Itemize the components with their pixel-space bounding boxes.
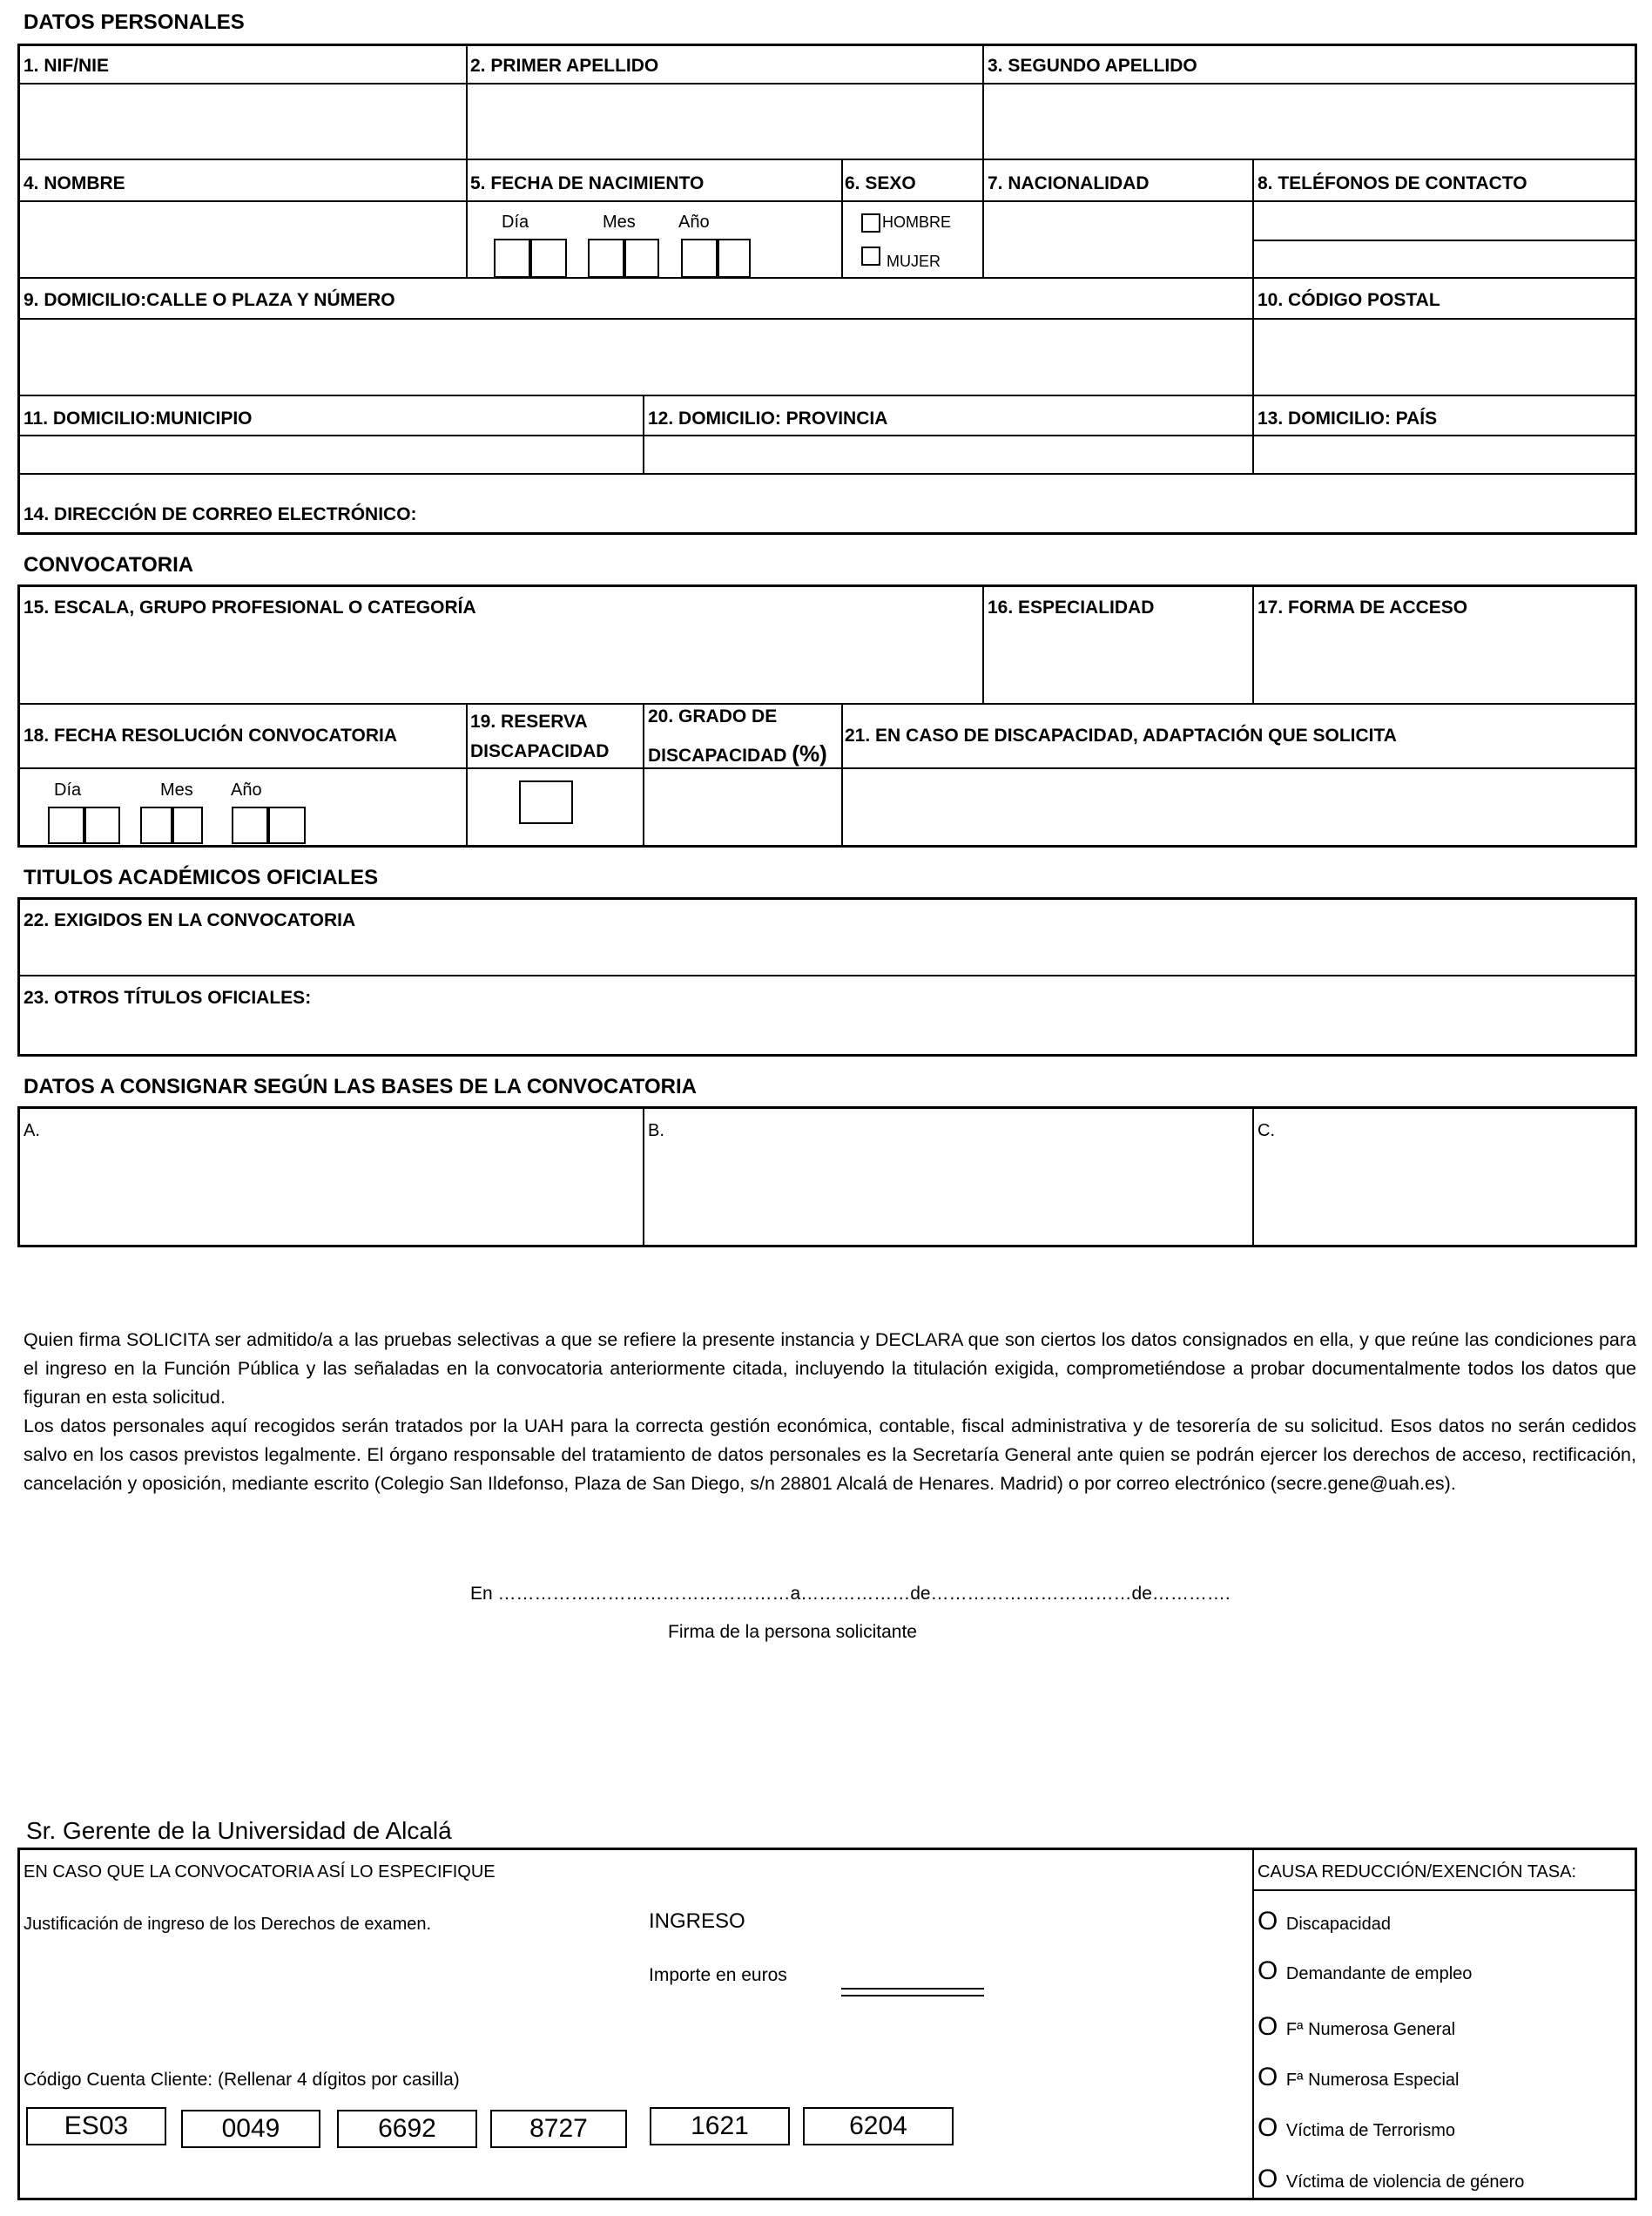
causa-numerosa-general[interactable] xyxy=(1258,2012,1455,2042)
label-mes: Mes xyxy=(160,780,193,800)
label-codigo-postal: 10. CÓDIGO POSTAL xyxy=(1258,290,1440,310)
fecha-nacimiento-mes-1[interactable] xyxy=(588,239,624,278)
causa-label: Víctima de violencia de género xyxy=(1281,2172,1525,2192)
adaptacion-field[interactable] xyxy=(843,769,1635,846)
causa-violencia-genero[interactable] xyxy=(1258,2165,1524,2194)
label-codigo-cuenta: Código Cuenta Cliente: (Rellenar 4 dígitos por casilla) xyxy=(24,2070,460,2090)
sexo-mujer-checkbox[interactable] xyxy=(861,247,880,266)
causa-discapacidad[interactable] xyxy=(1258,1907,1391,1936)
label-fecha-nacimiento: 5. FECHA DE NACIMIENTO xyxy=(470,173,705,193)
base-b-field[interactable] xyxy=(644,1143,1251,1245)
segundo-apellido-field[interactable] xyxy=(984,85,1635,158)
sexo-hombre-checkbox[interactable] xyxy=(861,213,880,233)
fecha-resolucion-mes-2[interactable] xyxy=(172,807,203,844)
radio-circle-icon: O xyxy=(1258,2113,1278,2142)
base-c-field[interactable] xyxy=(1254,1143,1635,1245)
nif-field[interactable] xyxy=(19,85,464,158)
causa-demandante-empleo[interactable] xyxy=(1258,1956,1472,1986)
label-nif: 1. NIF/NIE xyxy=(24,56,110,76)
label-justificacion: Justificación de ingreso de los Derechos de examen. xyxy=(24,1915,432,1934)
causa-victima-terrorismo[interactable] xyxy=(1258,2113,1455,2143)
correo-electronico-field[interactable] xyxy=(418,475,1635,532)
radio-circle-icon: O xyxy=(1258,2012,1278,2041)
label-especialidad: 16. ESPECIALIDAD xyxy=(988,598,1155,618)
nombre-field[interactable] xyxy=(19,203,464,276)
causa-label: Discapacidad xyxy=(1281,1915,1391,1934)
radio-circle-icon: O xyxy=(1258,1907,1278,1936)
declaracion-solicita: Quien firma SOLICITA ser admitido/a a las pruebas selectivas a que se refiere la presente instancia y DECLARA que son ciertos los datos consignados en ella, y que reúne las condiciones para el ingreso en la Función Pública y las señaladas en la convocatoria anteriormente citada, incluyendo la titulación exigida, comprometiéndose a probar documentalmente todos los datos que figuran en esta solicitud. xyxy=(24,1329,1636,1408)
fecha-resolucion-dia-1[interactable] xyxy=(48,807,84,844)
label-forma-acceso: 17. FORMA DE ACCESO xyxy=(1258,598,1468,618)
label-adaptacion: 21. EN CASO DE DISCAPACIDAD, ADAPTACIÓN QUE SOLICITA xyxy=(845,726,1397,746)
pais-field[interactable] xyxy=(1254,436,1635,472)
grado-discapacidad-field[interactable] xyxy=(644,769,839,846)
fecha-nacimiento-anio-2[interactable] xyxy=(718,239,751,278)
label-correo-electronico: 14. DIRECCIÓN DE CORREO ELECTRÓNICO: xyxy=(24,504,417,524)
cuenta-casilla-2[interactable]: 0049 xyxy=(181,2110,320,2148)
label-domicilio-calle: 9. DOMICILIO:CALLE O PLAZA Y NÚMERO xyxy=(24,290,395,310)
fecha-nacimiento-mes-2[interactable] xyxy=(624,239,659,278)
label-dia: Día xyxy=(54,780,82,800)
label-causa-titulo: CAUSA REDUCCIÓN/EXENCIÓN TASA: xyxy=(1258,1862,1576,1882)
causa-label: Víctima de Terrorismo xyxy=(1281,2121,1456,2140)
firma-lugar-fecha: En …………………………………………a………………de……………………………de…………. xyxy=(470,1584,1231,1604)
especialidad-field[interactable] xyxy=(984,624,1251,702)
reserva-discapacidad-checkbox[interactable] xyxy=(519,780,573,824)
codigo-postal-field[interactable] xyxy=(1254,320,1635,394)
label-nombre: 4. NOMBRE xyxy=(24,173,125,193)
causa-label: Fª Numerosa General xyxy=(1281,2020,1456,2039)
label-primer-apellido: 2. PRIMER APELLIDO xyxy=(470,56,659,76)
label-importe: Importe en euros xyxy=(649,1965,787,1985)
percent-symbol: (%) xyxy=(792,740,827,767)
label-nacionalidad: 7. NACIONALIDAD xyxy=(988,173,1150,193)
section-convocatoria-heading: CONVOCATORIA xyxy=(24,553,194,577)
telefono-field-1[interactable] xyxy=(1254,203,1635,239)
label-grado-discapacidad-2: DISCAPACIDAD (%) xyxy=(648,740,827,767)
radio-circle-icon: O xyxy=(1258,1956,1278,1985)
label-sexo: 6. SEXO xyxy=(845,173,916,193)
fecha-resolucion-anio-1[interactable] xyxy=(232,807,268,844)
cuenta-casilla-1[interactable]: ES03 xyxy=(26,2107,166,2145)
label-municipio: 11. DOMICILIO:MUNICIPIO xyxy=(24,409,253,429)
label-anio: Año xyxy=(231,780,262,800)
label-provincia: 12. DOMICILIO: PROVINCIA xyxy=(648,409,888,429)
otros-titulos-field[interactable] xyxy=(19,1013,1635,1054)
causa-label: Demandante de empleo xyxy=(1281,1964,1473,1983)
declaracion-text xyxy=(24,1326,1636,1498)
label-dia: Día xyxy=(502,213,529,232)
label-escala-grupo: 15. ESCALA, GRUPO PROFESIONAL O CATEGORÍA xyxy=(24,598,476,618)
cuenta-casilla-5[interactable]: 1621 xyxy=(650,2107,790,2145)
label-mes: Mes xyxy=(603,213,636,232)
titulos-exigidos-field[interactable] xyxy=(19,936,1635,974)
fecha-nacimiento-anio-1[interactable] xyxy=(681,239,718,278)
telefono-field-2[interactable] xyxy=(1254,241,1635,276)
label-pais: 13. DOMICILIO: PAÍS xyxy=(1258,409,1438,429)
provincia-field[interactable] xyxy=(644,436,1251,472)
label-fecha-resolucion: 18. FECHA RESOLUCIÓN CONVOCATORIA xyxy=(24,726,397,746)
destinatario: Sr. Gerente de la Universidad de Alcalá xyxy=(26,1817,452,1844)
pago-encabezado: EN CASO QUE LA CONVOCATORIA ASÍ LO ESPECIFIQUE xyxy=(24,1862,496,1882)
label-reserva-discapacidad-2: DISCAPACIDAD xyxy=(470,741,610,761)
label-reserva-discapacidad-1: 19. RESERVA xyxy=(470,712,588,732)
sexo-mujer-label: MUJER xyxy=(887,253,941,270)
cuenta-casilla-3[interactable]: 6692 xyxy=(337,2110,477,2148)
section-datos-personales-heading: DATOS PERSONALES xyxy=(24,10,245,34)
sexo-hombre-label: HOMBRE xyxy=(882,213,952,231)
section-titulos-heading: TITULOS ACADÉMICOS OFICIALES xyxy=(24,866,379,889)
base-a-field[interactable] xyxy=(19,1143,641,1245)
fecha-resolucion-anio-2[interactable] xyxy=(268,807,306,844)
label-segundo-apellido: 3. SEGUNDO APELLIDO xyxy=(988,56,1197,76)
label-base-b: B. xyxy=(648,1121,664,1140)
label-base-c: C. xyxy=(1258,1121,1275,1140)
label-grado-discapacidad-1: 20. GRADO DE xyxy=(648,706,778,726)
label-anio: Año xyxy=(678,213,710,232)
cuenta-casilla-6[interactable]: 6204 xyxy=(803,2107,954,2145)
firma-label: Firma de la persona solicitante xyxy=(668,1622,917,1642)
label-titulos-exigidos: 22. EXIGIDOS EN LA CONVOCATORIA xyxy=(24,910,356,930)
municipio-field[interactable] xyxy=(19,436,641,472)
primer-apellido-field[interactable] xyxy=(468,85,981,158)
fecha-resolucion-mes-1[interactable] xyxy=(140,807,172,844)
radio-circle-icon: O xyxy=(1258,2063,1278,2091)
nacionalidad-field[interactable] xyxy=(984,203,1251,276)
label-telefonos: 8. TELÉFONOS DE CONTACTO xyxy=(1258,173,1527,193)
causa-label: Fª Numerosa Especial xyxy=(1281,2071,1460,2090)
cuenta-casilla-4[interactable]: 8727 xyxy=(490,2110,627,2148)
section-bases-heading: DATOS A CONSIGNAR SEGÚN LAS BASES DE LA CONVOCATORIA xyxy=(24,1075,697,1098)
label-otros-titulos: 23. OTROS TÍTULOS OFICIALES: xyxy=(24,988,312,1008)
fecha-nacimiento-dia-2[interactable] xyxy=(530,239,567,278)
label-base-a: A. xyxy=(24,1121,40,1140)
fecha-nacimiento-dia-1[interactable] xyxy=(494,239,530,278)
declaracion-proteccion-datos: Los datos personales aquí recogidos serán tratados por la UAH para la correcta gestión económica, contable, fiscal administrativa y de tesorería de su solicitud. Esos datos no serán cedidos salvo en los casos previstos legalmente. El órgano responsable del tratamiento de datos personales es la Secretaría General ante quien se podrán ejercer los derechos de acceso, rectificación, cancelación y oposición, mediante escrito (Colegio San Ildefonso, Plaza de San Diego, s/n 28801 Alcalá de Henares. Madrid) o por correo electrónico (secre.gene@uah.es). xyxy=(24,1415,1636,1494)
domicilio-calle-field[interactable] xyxy=(19,320,1251,394)
forma-acceso-field[interactable] xyxy=(1254,624,1635,702)
label-ingreso: INGRESO xyxy=(649,1909,745,1933)
causa-numerosa-especial[interactable] xyxy=(1258,2063,1459,2092)
radio-circle-icon: O xyxy=(1258,2165,1278,2193)
escala-grupo-field[interactable] xyxy=(19,624,981,702)
importe-field[interactable] xyxy=(841,1988,984,1996)
fecha-resolucion-dia-2[interactable] xyxy=(84,807,120,844)
